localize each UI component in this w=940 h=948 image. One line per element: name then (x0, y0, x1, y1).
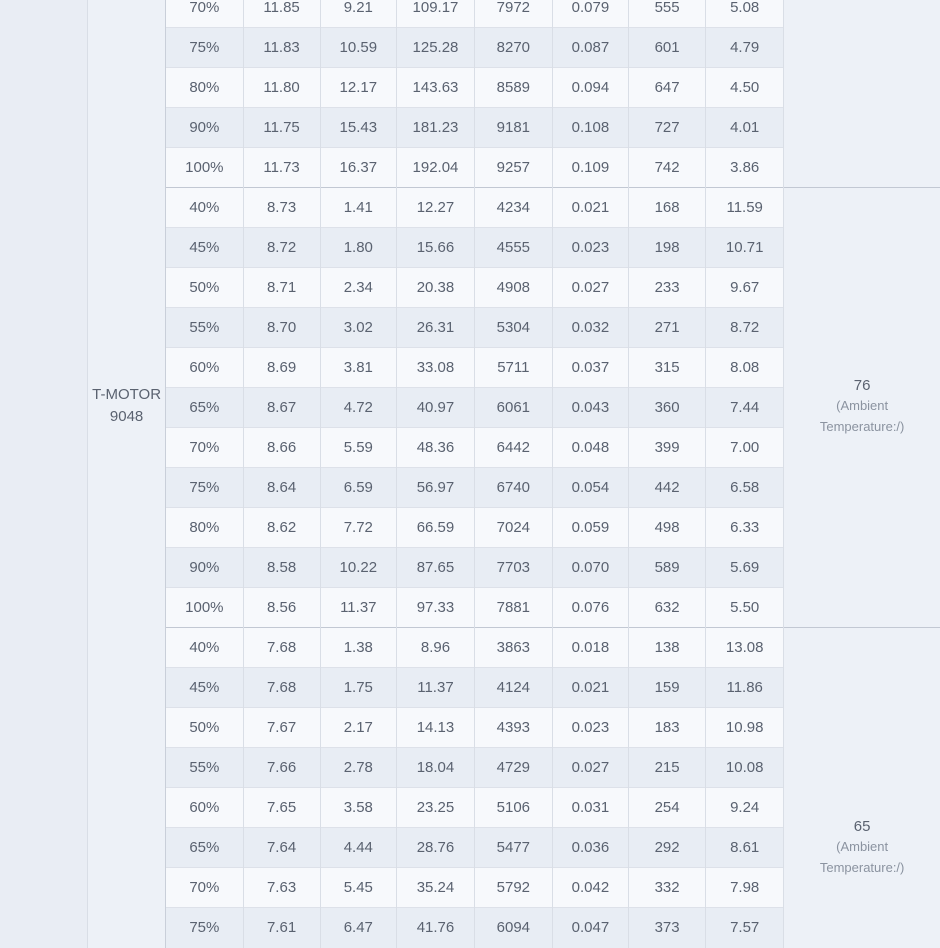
cell-thrust: 360 (629, 388, 706, 428)
ambient-temperature-cell (784, 628, 940, 948)
cell-voltage: 8.67 (243, 388, 320, 428)
cell-throttle: 70% (166, 428, 243, 468)
cell-efficiency: 4.01 (706, 108, 784, 148)
cell-power: 40.97 (396, 388, 474, 428)
cell-thrust: 742 (629, 148, 706, 188)
cell-power: 8.96 (396, 628, 474, 668)
cell-current: 4.72 (320, 388, 396, 428)
cell-efficiency: 3.86 (706, 148, 784, 188)
cell-efficiency: 10.71 (706, 228, 784, 268)
cell-throttle: 45% (166, 668, 243, 708)
cell-rpm: 4393 (474, 708, 552, 748)
cell-rpm: 9257 (474, 148, 552, 188)
cell-current: 1.80 (320, 228, 396, 268)
cell-current: 2.78 (320, 748, 396, 788)
cell-throttle: 90% (166, 548, 243, 588)
cell-current: 3.58 (320, 788, 396, 828)
cell-thrust: 315 (629, 348, 706, 388)
cell-throttle: 65% (166, 388, 243, 428)
cell-rpm: 7881 (474, 588, 552, 628)
cell-voltage: 7.61 (243, 908, 320, 948)
cell-efficiency: 8.61 (706, 828, 784, 868)
cell-torque: 0.032 (552, 308, 628, 348)
cell-current: 1.41 (320, 188, 396, 228)
cell-current: 12.17 (320, 68, 396, 108)
cell-voltage: 8.71 (243, 268, 320, 308)
cell-voltage: 7.63 (243, 868, 320, 908)
cell-current: 5.59 (320, 428, 396, 468)
cell-power: 181.23 (396, 108, 474, 148)
cell-power: 12.27 (396, 188, 474, 228)
cell-voltage: 8.70 (243, 308, 320, 348)
ambient-temperature-note: (Ambient Temperature:/) (804, 396, 920, 438)
cell-thrust: 292 (629, 828, 706, 868)
cell-rpm: 3863 (474, 628, 552, 668)
cell-efficiency: 6.33 (706, 508, 784, 548)
cell-throttle: 45% (166, 228, 243, 268)
cell-efficiency: 7.98 (706, 868, 784, 908)
cell-voltage: 7.66 (243, 748, 320, 788)
cell-rpm: 4908 (474, 268, 552, 308)
cell-voltage: 8.73 (243, 188, 320, 228)
cell-efficiency: 13.08 (706, 628, 784, 668)
cell-current: 10.59 (320, 28, 396, 68)
motor-name-line1: T-MOTOR (88, 384, 165, 406)
motor-test-table (87, 0, 940, 948)
cell-efficiency: 7.44 (706, 388, 784, 428)
cell-rpm: 5792 (474, 868, 552, 908)
cell-thrust: 198 (629, 228, 706, 268)
cell-voltage: 8.72 (243, 228, 320, 268)
ambient-temperature-value: 76 (784, 377, 940, 394)
cell-power: 87.65 (396, 548, 474, 588)
cell-torque: 0.043 (552, 388, 628, 428)
cell-power: 33.08 (396, 348, 474, 388)
cell-power: 18.04 (396, 748, 474, 788)
cell-efficiency: 8.72 (706, 308, 784, 348)
cell-voltage: 8.66 (243, 428, 320, 468)
cell-voltage: 11.83 (243, 28, 320, 68)
cell-throttle: 75% (166, 468, 243, 508)
cell-rpm: 5477 (474, 828, 552, 868)
cell-voltage: 8.64 (243, 468, 320, 508)
cell-voltage: 11.73 (243, 148, 320, 188)
table-row (88, 188, 940, 228)
cell-rpm: 6442 (474, 428, 552, 468)
cell-rpm: 5106 (474, 788, 552, 828)
cell-voltage: 7.64 (243, 828, 320, 868)
cell-thrust: 215 (629, 748, 706, 788)
cell-power: 56.97 (396, 468, 474, 508)
cell-throttle: 60% (166, 788, 243, 828)
cell-throttle: 50% (166, 708, 243, 748)
cell-power: 109.17 (396, 0, 474, 28)
cell-rpm: 4234 (474, 188, 552, 228)
cell-torque: 0.021 (552, 188, 628, 228)
cell-throttle: 55% (166, 308, 243, 348)
cell-current: 2.17 (320, 708, 396, 748)
cell-torque: 0.042 (552, 868, 628, 908)
cell-voltage: 7.67 (243, 708, 320, 748)
cell-power: 192.04 (396, 148, 474, 188)
cell-power: 28.76 (396, 828, 474, 868)
cell-thrust: 555 (629, 0, 706, 28)
cell-current: 4.44 (320, 828, 396, 868)
cell-torque: 0.087 (552, 28, 628, 68)
ambient-temperature-block (784, 818, 940, 879)
cell-power: 48.36 (396, 428, 474, 468)
cell-throttle: 80% (166, 508, 243, 548)
cell-current: 15.43 (320, 108, 396, 148)
cell-thrust: 727 (629, 108, 706, 148)
cell-thrust: 589 (629, 548, 706, 588)
cell-torque: 0.076 (552, 588, 628, 628)
cell-thrust: 373 (629, 908, 706, 948)
cell-throttle: 55% (166, 748, 243, 788)
cell-rpm: 6740 (474, 468, 552, 508)
cell-thrust: 399 (629, 428, 706, 468)
cell-throttle: 70% (166, 868, 243, 908)
cell-torque: 0.021 (552, 668, 628, 708)
cell-rpm: 7972 (474, 0, 552, 28)
cell-thrust: 332 (629, 868, 706, 908)
cell-throttle: 75% (166, 28, 243, 68)
cell-current: 16.37 (320, 148, 396, 188)
cell-rpm: 7024 (474, 508, 552, 548)
ambient-temperature-block (784, 377, 940, 438)
ambient-temperature-value: 65 (784, 818, 940, 835)
cell-throttle: 40% (166, 628, 243, 668)
cell-torque: 0.109 (552, 148, 628, 188)
cell-torque: 0.059 (552, 508, 628, 548)
cell-power: 20.38 (396, 268, 474, 308)
cell-current: 2.34 (320, 268, 396, 308)
cell-current: 6.59 (320, 468, 396, 508)
cell-throttle: 60% (166, 348, 243, 388)
cell-voltage: 8.69 (243, 348, 320, 388)
cell-current: 11.37 (320, 588, 396, 628)
cell-voltage: 11.85 (243, 0, 320, 28)
cell-thrust: 138 (629, 628, 706, 668)
cell-efficiency: 9.24 (706, 788, 784, 828)
cell-throttle: 70% (166, 0, 243, 28)
cell-current: 10.22 (320, 548, 396, 588)
cell-torque: 0.070 (552, 548, 628, 588)
cell-efficiency: 8.08 (706, 348, 784, 388)
cell-current: 7.72 (320, 508, 396, 548)
cell-rpm: 7703 (474, 548, 552, 588)
cell-torque: 0.094 (552, 68, 628, 108)
cell-voltage: 7.65 (243, 788, 320, 828)
cell-power: 35.24 (396, 868, 474, 908)
cell-torque: 0.108 (552, 108, 628, 148)
cell-rpm: 9181 (474, 108, 552, 148)
cell-voltage: 7.68 (243, 628, 320, 668)
cell-current: 3.81 (320, 348, 396, 388)
cell-power: 97.33 (396, 588, 474, 628)
cell-power: 23.25 (396, 788, 474, 828)
table-row (88, 628, 940, 668)
cell-rpm: 6061 (474, 388, 552, 428)
cell-torque: 0.027 (552, 748, 628, 788)
cell-thrust: 601 (629, 28, 706, 68)
cell-throttle: 40% (166, 188, 243, 228)
cell-thrust: 442 (629, 468, 706, 508)
cell-current: 1.38 (320, 628, 396, 668)
cell-power: 26.31 (396, 308, 474, 348)
cell-throttle: 50% (166, 268, 243, 308)
motor-name-label (88, 384, 165, 428)
cell-thrust: 498 (629, 508, 706, 548)
cell-current: 5.45 (320, 868, 396, 908)
ambient-temperature-note: (Ambient Temperature:/) (804, 837, 920, 879)
cell-rpm: 5304 (474, 308, 552, 348)
cell-torque: 0.018 (552, 628, 628, 668)
cell-efficiency: 5.08 (706, 0, 784, 28)
cell-torque: 0.047 (552, 908, 628, 948)
cell-voltage: 8.56 (243, 588, 320, 628)
cell-torque: 0.031 (552, 788, 628, 828)
cell-rpm: 6094 (474, 908, 552, 948)
cell-thrust: 168 (629, 188, 706, 228)
cell-power: 14.13 (396, 708, 474, 748)
cell-throttle: 65% (166, 828, 243, 868)
cell-power: 143.63 (396, 68, 474, 108)
cell-thrust: 183 (629, 708, 706, 748)
cell-voltage: 11.80 (243, 68, 320, 108)
table-row (88, 0, 940, 28)
cell-efficiency: 5.69 (706, 548, 784, 588)
cell-rpm: 4729 (474, 748, 552, 788)
cell-efficiency: 11.59 (706, 188, 784, 228)
cell-torque: 0.054 (552, 468, 628, 508)
cell-torque: 0.079 (552, 0, 628, 28)
cell-power: 11.37 (396, 668, 474, 708)
cell-thrust: 632 (629, 588, 706, 628)
cell-efficiency: 10.98 (706, 708, 784, 748)
cell-throttle: 75% (166, 908, 243, 948)
cell-rpm: 8589 (474, 68, 552, 108)
cell-power: 15.66 (396, 228, 474, 268)
cell-current: 3.02 (320, 308, 396, 348)
cell-voltage: 8.62 (243, 508, 320, 548)
cell-voltage: 8.58 (243, 548, 320, 588)
ambient-temperature-cell (784, 188, 940, 628)
cell-rpm: 5711 (474, 348, 552, 388)
cell-current: 9.21 (320, 0, 396, 28)
cell-efficiency: 4.79 (706, 28, 784, 68)
cell-throttle: 100% (166, 588, 243, 628)
cell-efficiency: 7.57 (706, 908, 784, 948)
cell-current: 6.47 (320, 908, 396, 948)
cell-efficiency: 7.00 (706, 428, 784, 468)
ambient-temperature-cell (784, 0, 940, 188)
cell-thrust: 233 (629, 268, 706, 308)
cell-efficiency: 4.50 (706, 68, 784, 108)
cell-thrust: 271 (629, 308, 706, 348)
cell-torque: 0.027 (552, 268, 628, 308)
cell-current: 1.75 (320, 668, 396, 708)
cell-voltage: 11.75 (243, 108, 320, 148)
cell-torque: 0.023 (552, 708, 628, 748)
cell-efficiency: 11.86 (706, 668, 784, 708)
cell-rpm: 4555 (474, 228, 552, 268)
cell-thrust: 254 (629, 788, 706, 828)
cell-torque: 0.023 (552, 228, 628, 268)
motor-name-line2: 9048 (88, 406, 165, 428)
cell-power: 125.28 (396, 28, 474, 68)
cell-efficiency: 6.58 (706, 468, 784, 508)
cell-thrust: 647 (629, 68, 706, 108)
cell-throttle: 90% (166, 108, 243, 148)
cell-efficiency: 10.08 (706, 748, 784, 788)
motor-test-table-wrap (87, 0, 940, 948)
cell-rpm: 8270 (474, 28, 552, 68)
cell-efficiency: 5.50 (706, 588, 784, 628)
cell-throttle: 100% (166, 148, 243, 188)
cell-power: 66.59 (396, 508, 474, 548)
cell-rpm: 4124 (474, 668, 552, 708)
cell-throttle: 80% (166, 68, 243, 108)
cell-voltage: 7.68 (243, 668, 320, 708)
cell-torque: 0.048 (552, 428, 628, 468)
cell-torque: 0.037 (552, 348, 628, 388)
cell-thrust: 159 (629, 668, 706, 708)
cell-efficiency: 9.67 (706, 268, 784, 308)
motor-name-cell (88, 0, 166, 948)
cell-power: 41.76 (396, 908, 474, 948)
cell-torque: 0.036 (552, 828, 628, 868)
